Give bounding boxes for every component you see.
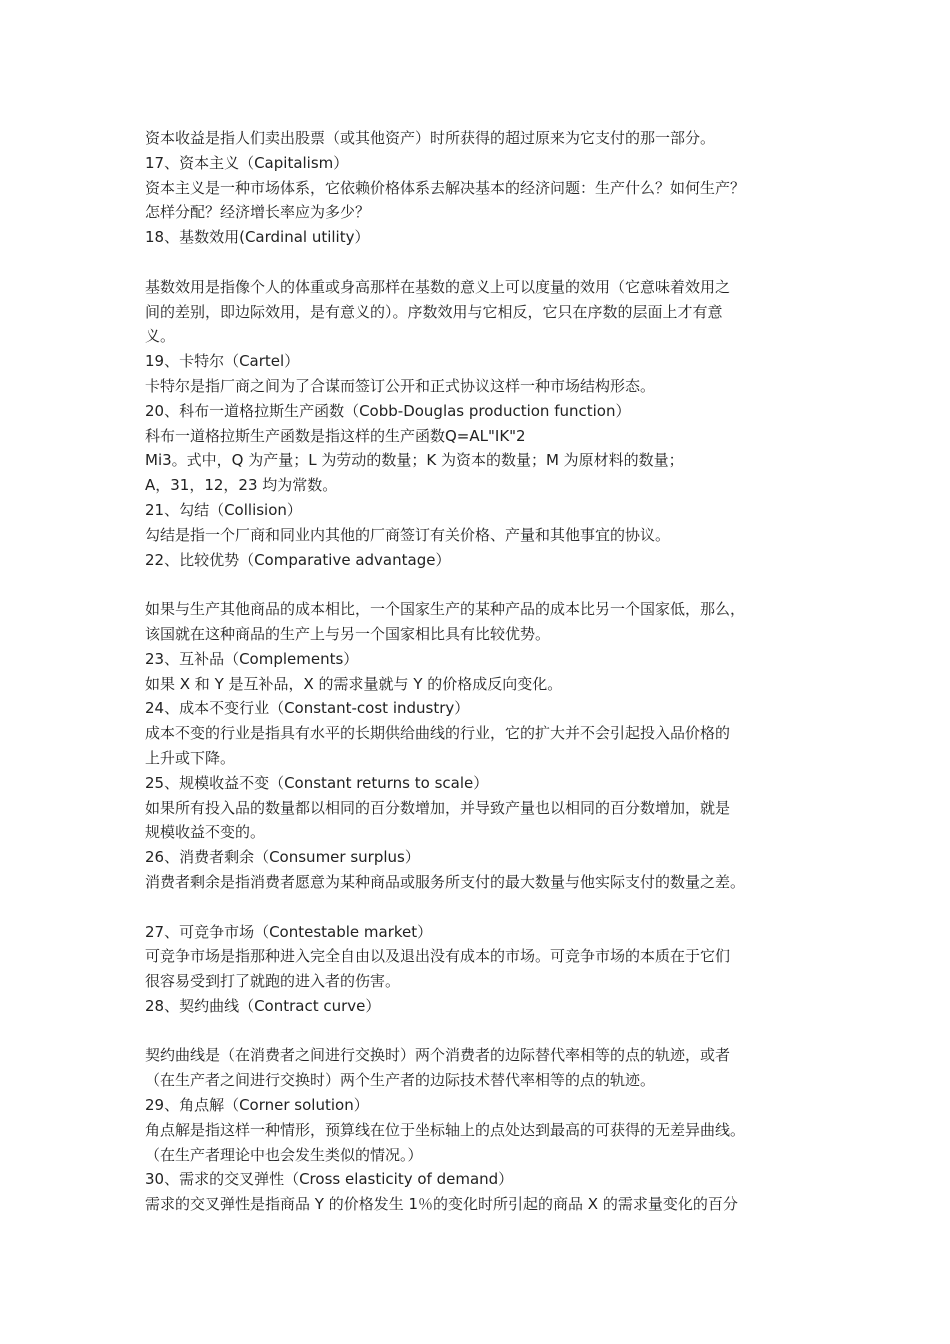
blank-line bbox=[145, 572, 825, 597]
text-line: 很容易受到打了就跑的进入者的伤害。 bbox=[145, 972, 401, 991]
text-line: 义。 bbox=[145, 327, 176, 346]
text-line: 如果所有投入品的数量都以相同的百分数增加，并导致产量也以相同的百分数增加，就是 bbox=[145, 798, 731, 817]
text-line: 角点解是指这样一种情形，预算线在位于坐标轴上的点处达到最高的可获得的无差异曲线。 bbox=[145, 1120, 746, 1139]
text-line: Mi3。式中，Q 为产量；L 为劳动的数量；K 为资本的数量；M 为原材料的数量； bbox=[145, 451, 684, 470]
text-line: 基数效用是指像个人的体重或身高那样在基数的意义上可以度量的效用（它意味着效用之 bbox=[145, 277, 731, 296]
text-line: 怎样分配？经济增长率应为多少？ bbox=[145, 203, 371, 222]
text-line: 科布一道格拉斯生产函数是指这样的生产函数Q=AL"IK"2 bbox=[145, 426, 526, 445]
term-heading: 20、科布一道格拉斯生产函数（Cobb-Douglas production function） bbox=[145, 401, 631, 420]
text-line: 卡特尔是指厂商之间为了合谋而签订公开和正式协议这样一种市场结构形态。 bbox=[145, 376, 656, 395]
text-line: A，31，12，23 均为常数。 bbox=[145, 476, 338, 495]
text-line: 可竞争市场是指那种进入完全自由以及退出没有成本的市场。可竞争市场的本质在于它们 bbox=[145, 947, 731, 966]
blank-line bbox=[145, 250, 825, 275]
term-heading: 30、需求的交叉弹性（Cross elasticity of demand） bbox=[145, 1170, 514, 1189]
text-line: 如果 X 和 Y 是互补品，X 的需求量就与 Y 的价格成反向变化。 bbox=[145, 674, 563, 693]
term-heading: 18、基数效用(Cardinal utility） bbox=[145, 228, 370, 247]
term-heading: 19、卡特尔（Cartel） bbox=[145, 352, 300, 371]
term-heading: 17、资本主义（Capitalism） bbox=[145, 153, 349, 172]
document-body bbox=[145, 126, 825, 1217]
blank-line bbox=[145, 1019, 825, 1044]
term-heading: 26、消费者剩余（Consumer surplus） bbox=[145, 848, 420, 867]
text-line: 成本不变的行业是指具有水平的长期供给曲线的行业，它的扩大并不会引起投入品价格的 bbox=[145, 724, 731, 743]
text-line: 资本主义是一种市场体系，它依赖价格体系去解决基本的经济问题：生产什么？如何生产？ bbox=[145, 178, 746, 197]
text-line: 契约曲线是（在消费者之间进行交换时）两个消费者的边际替代率相等的点的轨迹，或者 bbox=[145, 1046, 731, 1065]
text-line: 勾结是指一个厂商和同业内其他的厂商签订有关价格、产量和其他事宜的协议。 bbox=[145, 525, 671, 544]
term-heading: 21、勾结（Collision） bbox=[145, 500, 302, 519]
text-line: 如果与生产其他商品的成本相比，一个国家生产的某种产品的成本比另一个国家低，那么， bbox=[145, 600, 746, 619]
text-line: 资本收益是指人们卖出股票（或其他资产）时所获得的超过原来为它支付的那一部分。 bbox=[145, 129, 716, 147]
term-heading: 25、规模收益不变（Constant returns to scale） bbox=[145, 773, 489, 792]
text-line: 间的差别，即边际效用，是有意义的）。序数效用与它相反，它只在序数的层面上才有意 bbox=[145, 302, 723, 321]
term-heading: 22、比较优势（Comparative advantage） bbox=[145, 550, 451, 569]
text-line: 上升或下降。 bbox=[145, 748, 236, 767]
text-line: 消费者剩余是指消费者愿意为某种商品或服务所支付的最大数量与他实际支付的数量之差。 bbox=[145, 872, 746, 891]
text-line: （在生产者之间进行交换时）两个生产者的边际技术替代率相等的点的轨迹。 bbox=[145, 1071, 656, 1090]
term-heading: 27、可竞争市场（Contestable market） bbox=[145, 922, 433, 941]
text-line: （在生产者理论中也会发生类似的情况。） bbox=[145, 1145, 423, 1164]
term-heading: 23、互补品（Complements） bbox=[145, 649, 359, 668]
blank-line bbox=[145, 895, 825, 920]
term-heading: 24、成本不变行业（Constant-cost industry） bbox=[145, 699, 470, 718]
term-heading: 28、契约曲线（Contract curve） bbox=[145, 996, 381, 1015]
text-line: 规模收益不变的。 bbox=[145, 823, 266, 842]
text-line: 该国就在这种商品的生产上与另一个国家相比具有比较优势。 bbox=[145, 624, 551, 643]
term-heading: 29、角点解（Corner solution） bbox=[145, 1096, 369, 1115]
text-line: 需求的交叉弹性是指商品 Y 的价格发生 1％的变化时所引起的商品 X 的需求量变化的百分 bbox=[145, 1195, 738, 1214]
